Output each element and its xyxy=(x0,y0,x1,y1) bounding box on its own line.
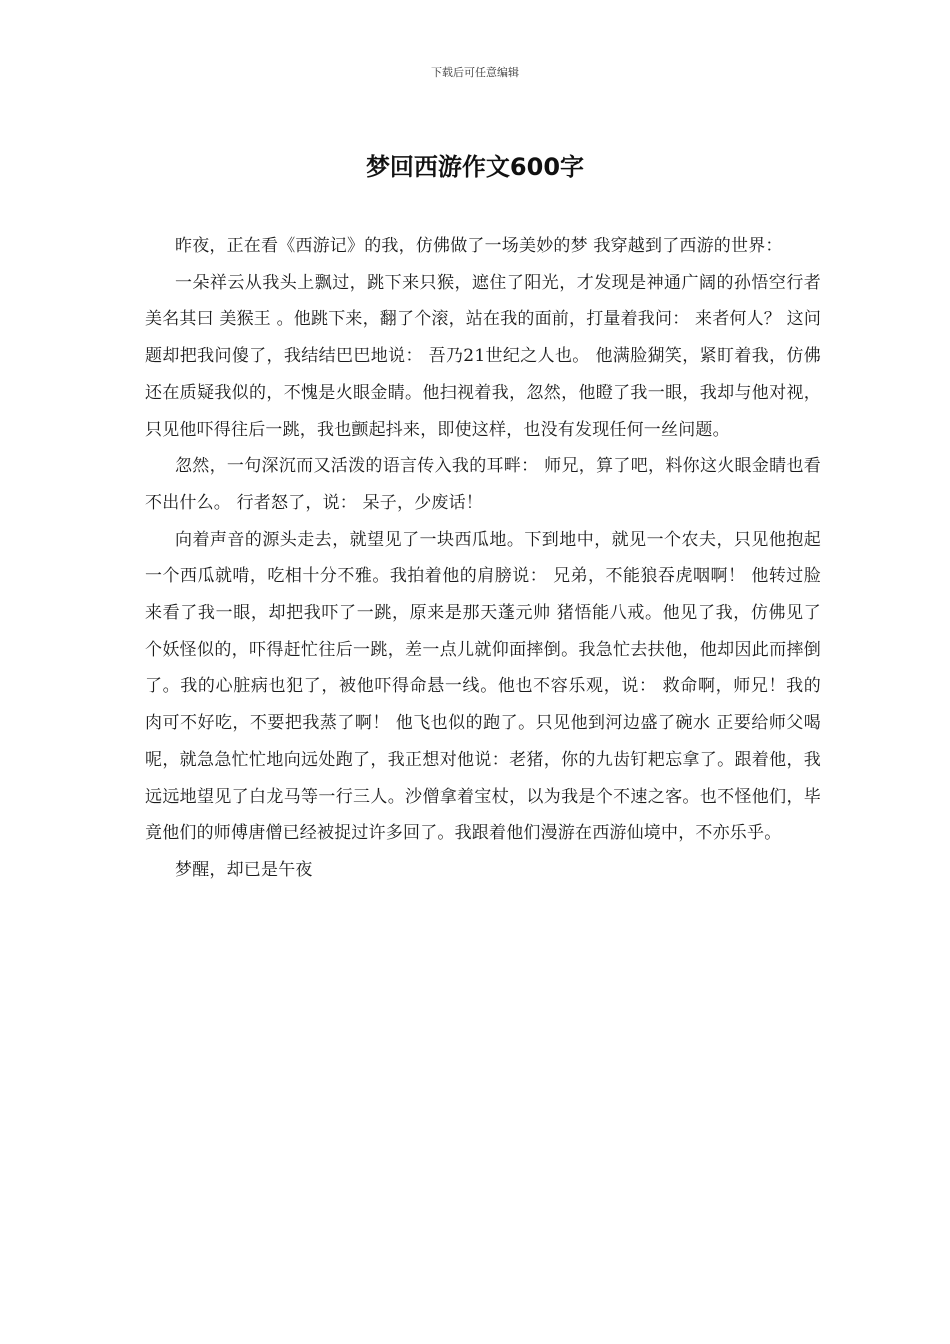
page-header-note: 下载后可任意编辑 xyxy=(431,66,519,79)
paragraph-4: 向着声音的源头走去，就望见了一块西瓜地。下到地中，就见一个农夫，只见他抱起一个西瓜就啃，吃相十分不雅。我拍着他的肩膀说： 兄弟，不能狼吞虎咽啊！ 他转过脸来看了我一眼，却把我吓了一跳，原来是那天蓬元帅 猪悟能八戒。他见了我，仿佛见了个妖怪似的，吓得赶忙往后一跳，差一点儿就仰面摔倒。我急忙去扶他，他却因此而摔倒了。我的心脏病也犯了，被他吓得命悬一线。他也不容乐观，说： 救命啊，师兄！我的肉可不好吃，不要把我蒸了啊！ 他飞也似的跑了。只见他到河边盛了碗水 正要给师父喝呢，就急急忙忙地向远处跑了，我正想对他说：老猪，你的九齿钉耙忘拿了。跟着他，我远远地望见了白龙马等一行三人。沙僧拿着宝杖，以为我是个不速之客。也不怪他们，毕竟他们的师傅唐僧已经被捉过许多回了。我跟着他们漫游在西游仙境中，不亦乐乎。 xyxy=(145,529,821,844)
document-body xyxy=(145,228,821,889)
paragraph-2: 一朵祥云从我头上飘过，跳下来只猴，遮住了阳光，才发现是神通广阔的孙悟空行者 美名其曰 美猴王 。他跳下来，翻了个滚，站在我的面前，打量着我问： 来者何人？ 这问题却把我问傻了，我结结巴巴地说： 吾乃21世纪之人也。 他满脸猢笑，紧盯着我，仿佛还在质疑我似的，不愧是火眼金睛。他扫视着我，忽然，他瞪了我一眼，我却与他对视，只见他吓得往后一跳，我也颤起抖来，即使这样，也没有发现任何一丝问题。 xyxy=(145,272,822,440)
paragraph-3: 忽然，一句深沉而又活泼的语言传入我的耳畔： 师兄，算了吧，料你这火眼金睛也看不出什么。 行者怒了，说： 呆子，少废话！ xyxy=(145,456,821,513)
paragraph-1: 昨夜，正在看《西游记》的我，仿佛做了一场美妙的梦 我穿越到了西游的世界： xyxy=(175,236,783,256)
document-title: 梦回西游作文600字 xyxy=(365,153,585,181)
paragraph-5: 梦醒，却已是午夜 xyxy=(175,859,313,880)
